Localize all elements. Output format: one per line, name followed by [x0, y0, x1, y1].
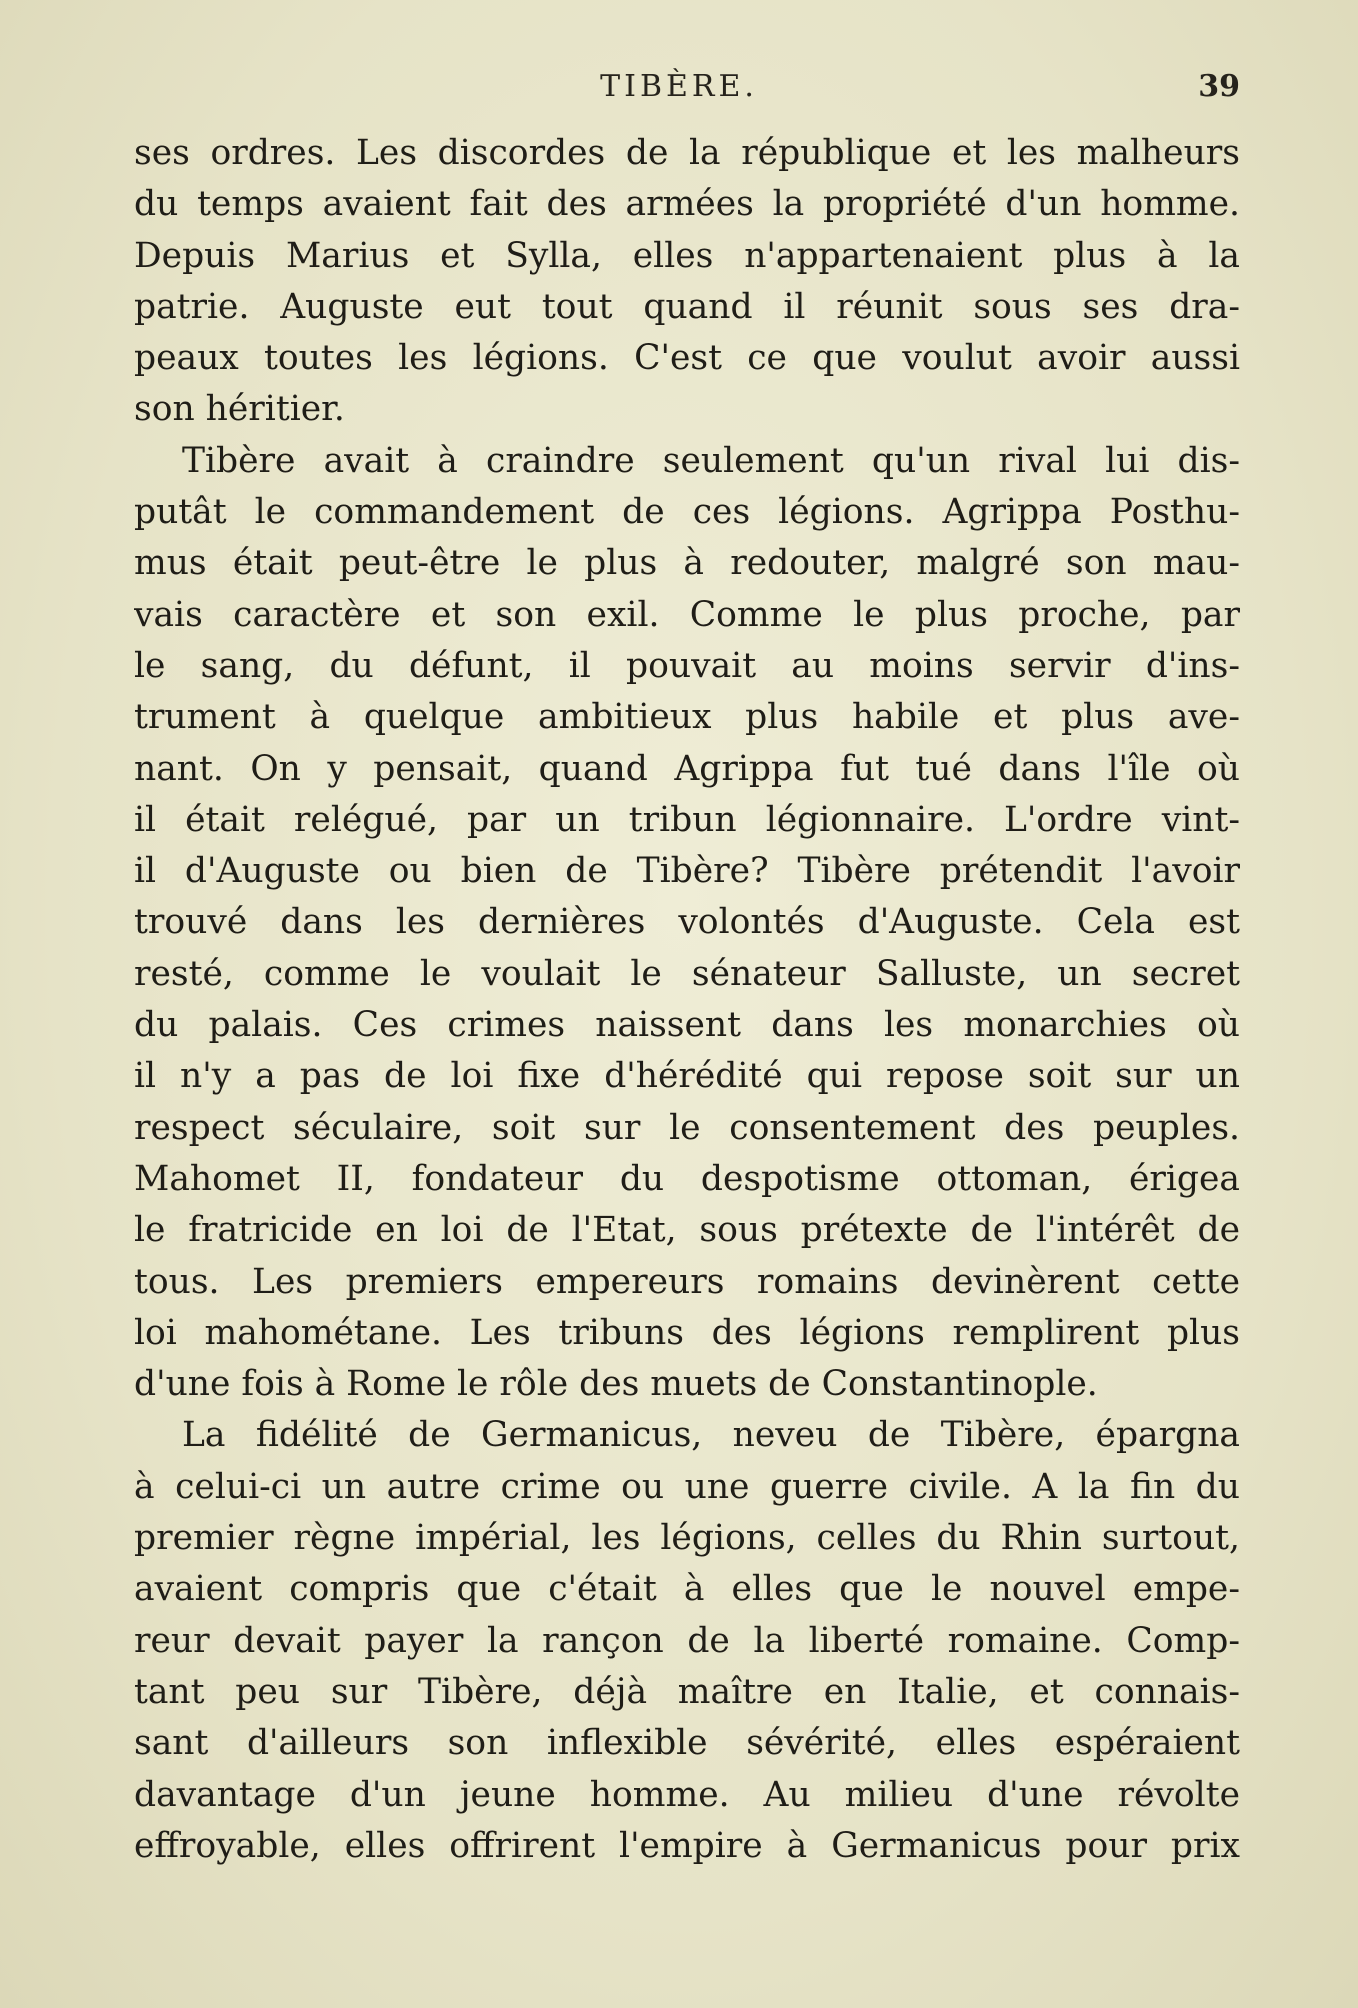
body-text: [134, 128, 1240, 1872]
text-line: patrie. Auguste eut tout quand il réunit sous ses dra-: [134, 286, 1240, 327]
text-line: Mahomet II, fondateur du despotisme ottoman, érigea: [134, 1158, 1240, 1199]
text-line: du palais. Ces crimes naissent dans les monarchies où: [134, 1005, 1240, 1046]
text-line: il n'y a pas de loi fixe d'hérédité qui repose soit sur un: [134, 1056, 1240, 1097]
page-number: 39: [1198, 69, 1240, 104]
text-line: Depuis Marius et Sylla, elles n'appartenaient plus à la: [134, 235, 1240, 276]
text-line: le sang, du défunt, il pouvait au moins servir d'ins-: [134, 645, 1240, 686]
text-line: effroyable, elles offrirent l'empire à Germanicus pour prix: [134, 1825, 1240, 1866]
text-line: tant peu sur Tibère, déjà maître en Italie, et connais-: [134, 1671, 1240, 1712]
text-line: il d'Auguste ou bien de Tibère? Tibère prétendit l'avoir: [134, 851, 1240, 892]
running-head: [0, 62, 1358, 112]
text-line: avaient compris que c'était à elles que le nouvel empe-: [134, 1569, 1240, 1610]
text-line: du temps avaient fait des armées la propriété d'un homme.: [134, 184, 1240, 225]
text-line: loi mahométane. Les tribuns des légions remplirent plus: [134, 1312, 1240, 1353]
text-line: trument à quelque ambitieux plus habile et plus ave-: [134, 697, 1240, 738]
text-line: trouvé dans les dernières volontés d'Auguste. Cela est: [134, 902, 1240, 943]
running-title: TIBÈRE.: [600, 69, 758, 104]
text-line: mus était peut-être le plus à redouter, malgré son mau-: [134, 543, 1240, 584]
text-line: sant d'ailleurs son inflexible sévérité, elles espéraient: [134, 1723, 1240, 1764]
text-line: tous. Les premiers empereurs romains devinèrent cette: [134, 1261, 1240, 1302]
text-line: davantage d'un jeune homme. Au milieu d'une révolte: [134, 1774, 1240, 1815]
text-line: respect séculaire, soit sur le consentement des peuples.: [134, 1107, 1240, 1148]
text-line: reur devait payer la rançon de la liberté romaine. Comp-: [134, 1620, 1240, 1661]
text-line: resté, comme le voulait le sénateur Salluste, un secret: [134, 953, 1240, 994]
text-line: le fratricide en loi de l'Etat, sous prétexte de l'intérêt de: [134, 1210, 1240, 1251]
text-line: d'une fois à Rome le rôle des muets de Constantinople.: [134, 1364, 1098, 1405]
text-line: peaux toutes les légions. C'est ce que voulut avoir aussi: [134, 338, 1240, 379]
text-line: ses ordres. Les discordes de la république et les malheurs: [134, 133, 1240, 173]
text-line: premier règne impérial, les légions, celles du Rhin surtout,: [134, 1518, 1240, 1559]
text-line: à celui-ci un autre crime ou une guerre civile. A la fin du: [134, 1466, 1240, 1507]
text-line: son héritier.: [134, 389, 345, 430]
text-line: putât le commandement de ces légions. Agrippa Posthu-: [134, 492, 1240, 533]
text-line: Tibère avait à craindre seulement qu'un rival lui dis-: [182, 440, 1240, 481]
text-line: il était relégué, par un tribun légionnaire. L'ordre vint-: [134, 799, 1240, 840]
text-line: La fidélité de Germanicus, neveu de Tibère, épargna: [182, 1415, 1240, 1456]
text-line: vais caractère et son exil. Comme le plus proche, par: [134, 594, 1240, 635]
text-line: nant. On y pensait, quand Agrippa fut tué dans l'île où: [134, 748, 1240, 789]
